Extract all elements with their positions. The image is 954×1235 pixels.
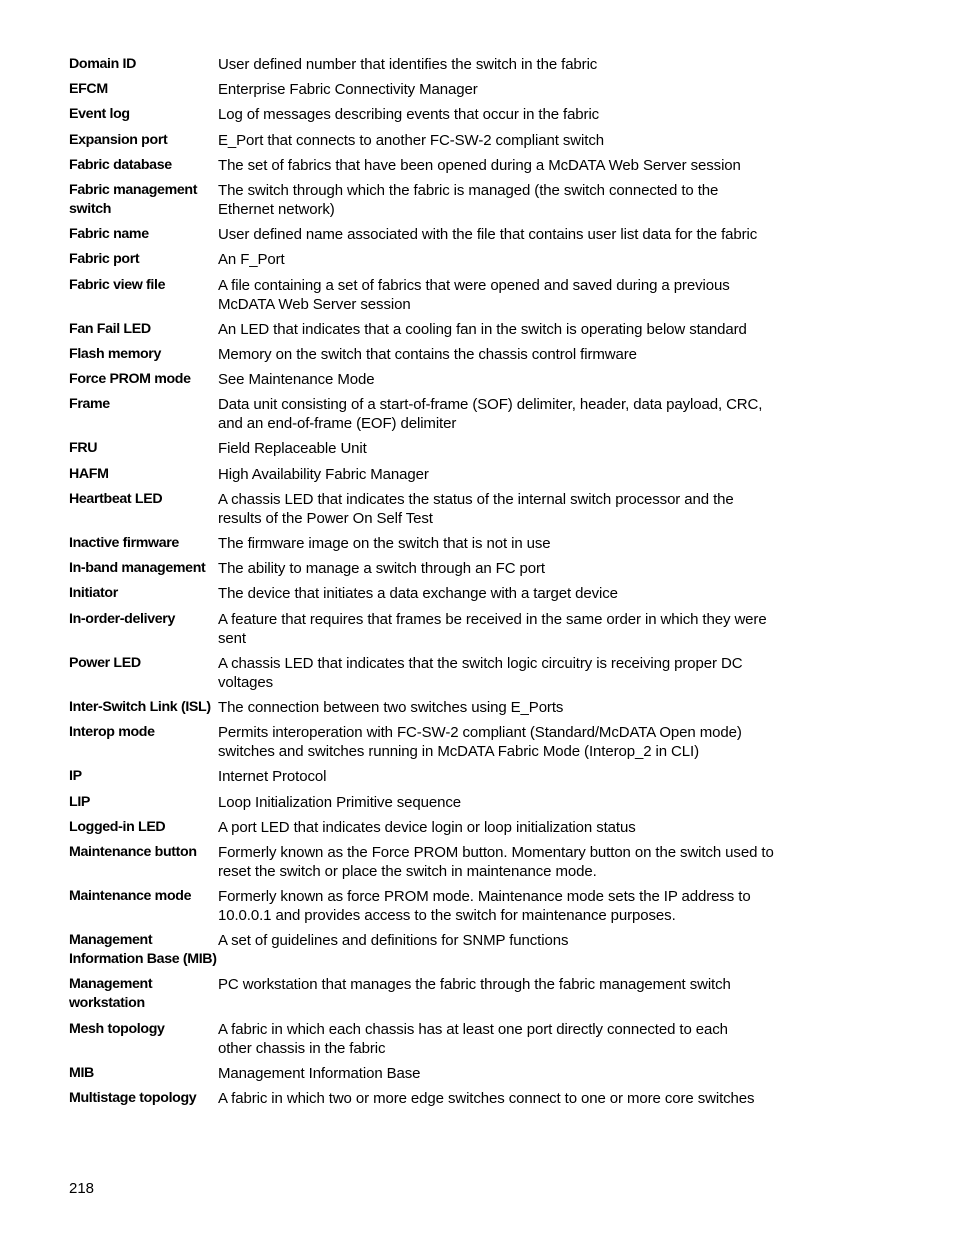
glossary-term: MIB (69, 1064, 94, 1081)
glossary-definition: Loop Initialization Primitive sequence (218, 793, 462, 811)
glossary-entry (69, 345, 789, 364)
glossary-definition: Memory on the switch that contains the chassis control firmware (218, 345, 637, 363)
glossary-term: Management workstation (69, 976, 153, 1012)
glossary-definition: Internet Protocol (218, 768, 327, 786)
glossary-definition: Management Information Base (218, 1064, 421, 1082)
glossary-term: Maintenance button (69, 843, 197, 860)
glossary-entry (69, 887, 789, 925)
glossary-entry (69, 559, 789, 578)
glossary-list (69, 55, 789, 1114)
glossary-entry (69, 105, 789, 124)
glossary-definition: The ability to manage a switch through an FC port (218, 560, 545, 578)
glossary-entry (69, 320, 789, 339)
glossary-entry (69, 1020, 789, 1058)
glossary-entry (69, 534, 789, 553)
glossary-entry (69, 931, 789, 969)
glossary-definition: Field Replaceable Unit (218, 440, 367, 458)
glossary-term: EFCM (69, 81, 108, 98)
glossary-term: HAFM (69, 465, 109, 482)
glossary-term: Domain ID (69, 56, 137, 72)
glossary-term: Fabric view file (69, 276, 166, 293)
glossary-definition: Permits interoperation with FC-SW-2 compliant (Standard/McDATA Open mode) switches and switches running in McDATA Fabric Mode (Interop_2 in CLI) (218, 724, 742, 761)
glossary-term: FRU (69, 440, 98, 457)
glossary-definition: The device that initiates a data exchange with a target device (218, 585, 618, 603)
glossary-entry (69, 584, 789, 603)
glossary-entry (69, 843, 789, 881)
glossary-entry (69, 276, 789, 314)
glossary-term: In-order-delivery (69, 610, 176, 627)
glossary-definition: Log of messages describing events that occur in the fabric (218, 106, 600, 124)
glossary-entry (69, 156, 789, 175)
glossary-term: Inter-Switch Link (ISL) (69, 698, 211, 715)
glossary-entry (69, 80, 789, 99)
glossary-term: Interop mode (69, 724, 155, 741)
glossary-term: Maintenance mode (69, 888, 192, 905)
glossary-entry (69, 465, 789, 484)
glossary-entry (69, 654, 789, 692)
glossary-entry (69, 723, 789, 761)
glossary-definition: An LED that indicates that a cooling fan in the switch is operating below standard (218, 320, 747, 338)
glossary-term: LIP (69, 793, 91, 810)
glossary-term: Logged-in LED (69, 818, 166, 835)
glossary-definition: A fabric in which each chassis has at least one port directly connected to each other chassis in the fabric (218, 1020, 728, 1057)
glossary-definition: An F_Port (218, 251, 285, 269)
glossary-term: Frame (69, 396, 110, 413)
glossary-entry (69, 767, 789, 786)
glossary-entry (69, 1089, 789, 1108)
glossary-definition: Formerly known as force PROM mode. Maintenance mode sets the IP address to 10.0.0.1 and provides access to the switch for maintenance purposes. (218, 888, 751, 925)
glossary-entry (69, 1064, 789, 1083)
glossary-definition: Enterprise Fabric Connectivity Manager (218, 81, 478, 99)
glossary-definition: See Maintenance Mode (218, 371, 375, 389)
glossary-term: Fan Fail LED (69, 320, 151, 337)
glossary-term: Fabric name (69, 226, 149, 243)
glossary-entry (69, 439, 789, 458)
glossary-definition: User defined number that identifies the switch in the fabric (218, 56, 598, 73)
glossary-term: Power LED (69, 654, 141, 671)
glossary-definition: E_Port that connects to another FC-SW-2 compliant switch (218, 131, 604, 149)
glossary-definition: A chassis LED that indicates the status of the internal switch processor and the results of the Power On Self Test (218, 490, 734, 527)
glossary-definition: The firmware image on the switch that is not in use (218, 535, 551, 552)
glossary-entry (69, 370, 789, 389)
glossary-definition: A feature that requires that frames be received in the same order in which they were sent (218, 610, 767, 647)
glossary-term: Force PROM mode (69, 371, 191, 388)
glossary-entry (69, 131, 789, 150)
glossary-term: Event log (69, 106, 130, 123)
glossary-definition: The set of fabrics that have been opened during a McDATA Web Server session (218, 156, 741, 174)
glossary-entry (69, 698, 789, 717)
glossary-term: IP (69, 768, 82, 785)
glossary-term: Inactive firmware (69, 535, 179, 551)
glossary-entry (69, 55, 789, 74)
glossary-definition: A port LED that indicates device login or loop initialization status (218, 818, 636, 836)
glossary-definition: A chassis LED that indicates that the switch logic circuitry is receiving proper DC voltages (218, 654, 743, 691)
glossary-entry (69, 225, 789, 244)
glossary-term: Expansion port (69, 131, 168, 148)
glossary-term: Mesh topology (69, 1020, 165, 1037)
glossary-term: Heartbeat LED (69, 490, 163, 507)
glossary-definition: The switch through which the fabric is managed (the switch connected to the Ethernet network) (218, 181, 719, 218)
glossary-entry (69, 250, 789, 269)
glossary-definition: A file containing a set of fabrics that were opened and saved during a previous McDATA Web Server session (218, 276, 730, 313)
glossary-entry (69, 818, 789, 837)
glossary-entry (69, 490, 789, 528)
glossary-term: Fabric database (69, 156, 172, 173)
glossary-term: Fabric management switch (69, 181, 198, 217)
glossary-definition: The connection between two switches using E_Ports (218, 698, 564, 716)
glossary-definition: A fabric in which two or more edge switches connect to one or more core switches (218, 1090, 755, 1107)
glossary-term: In-band management (69, 560, 206, 577)
glossary-term: Management Information Base (MIB) (69, 932, 217, 968)
glossary-term: Initiator (69, 585, 118, 602)
glossary-definition: A set of guidelines and definitions for SNMP functions (218, 932, 569, 950)
glossary-definition: High Availability Fabric Manager (218, 465, 429, 483)
glossary-entry (69, 793, 789, 812)
glossary-definition: User defined name associated with the file that contains user list data for the fabric (218, 226, 758, 244)
glossary-entry (69, 181, 789, 219)
page-number: 218 (69, 1180, 95, 1197)
glossary-definition: Formerly known as the Force PROM button. Momentary button on the switch used to reset the switch or place the switch in maintenance mode. (218, 843, 774, 880)
glossary-term: Multistage topology (69, 1090, 197, 1106)
glossary-term: Fabric port (69, 251, 140, 268)
glossary-definition: Data unit consisting of a start-of-frame (SOF) delimiter, header, data payload, CRC, and an end-of-frame (EOF) delimiter (218, 396, 763, 433)
glossary-term: Flash memory (69, 345, 161, 362)
glossary-entry (69, 395, 789, 433)
glossary-entry (69, 610, 789, 648)
glossary-entry (69, 975, 789, 1013)
glossary-definition: PC workstation that manages the fabric through the fabric management switch (218, 976, 731, 994)
